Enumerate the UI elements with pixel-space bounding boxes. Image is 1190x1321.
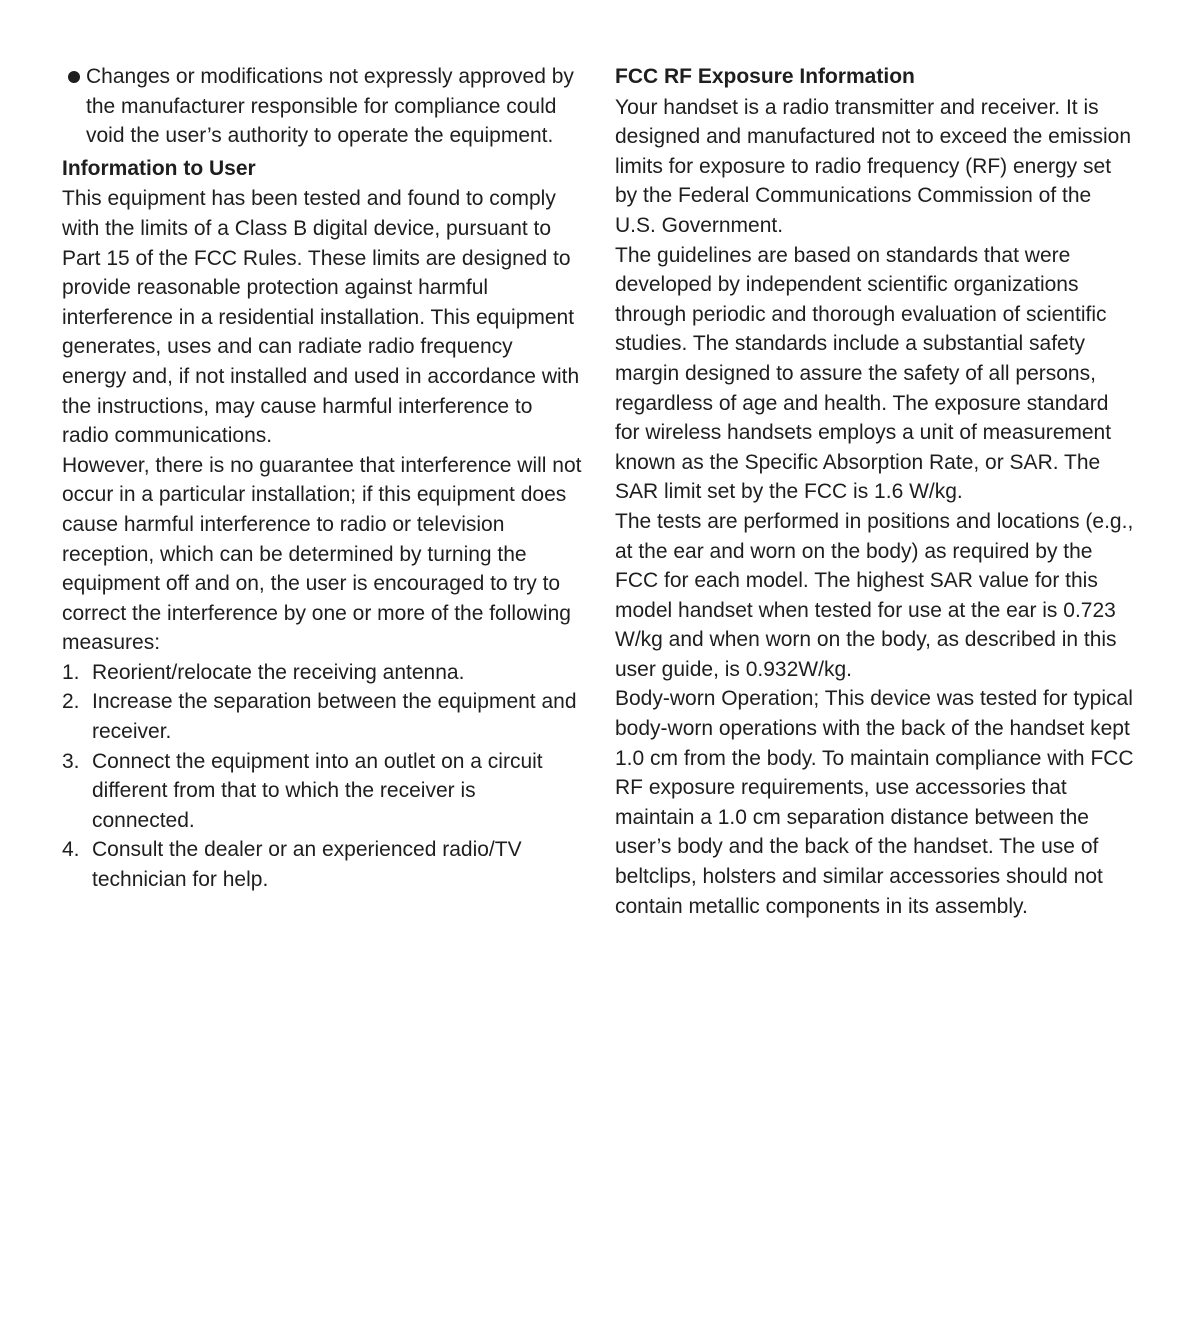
rf-exposure-heading: FCC RF Exposure Information [615, 65, 915, 88]
list-item [62, 658, 582, 688]
information-paragraph-2: However, there is no guarantee that interference will not occur in a particular installation; if this equipment does cause harmful interference to radio or television reception, which can be determined by turning the equipment off and on, the user is encouraged to try to correct the interference by one or more of the following measures: [62, 453, 582, 655]
list-item-number: 4. [62, 838, 80, 862]
list-item-text: Connect the equipment into an outlet on a circuit different from that to which the receiver is connected. [92, 749, 543, 832]
modifications-text: Changes or modifications not expressly approved by the manufacturer responsible for compliance could void the user’s authority to operate the equipment. [86, 65, 574, 148]
rf-paragraph-3: The tests are performed in positions and locations (e.g., at the ear and worn on the body) as required by the FCC for each model. The highest SAR value for this model handset when tested for use at the ear is 0.723 W/kg and when worn on the body, as described in this user guide, is 0.932W/kg. [615, 509, 1134, 681]
list-item-number: 3. [62, 749, 80, 773]
rf-paragraph-2: The guidelines are based on standards that were developed by independent scientific organizations through periodic and thorough evaluation of scientific studies. The standards include a substantial safety margin designed to assure the safety of all persons, regardless of age and health. The exposure standard for wireless handsets employs a unit of measurement known as the Specific Absorption Rate, or SAR. The SAR limit set by the FCC is 1.6 W/kg. [615, 243, 1112, 504]
measures-list [62, 658, 582, 895]
rf-paragraph-1: Your handset is a radio transmitter and receiver. It is designed and manufactured not to exceed the emission limits for exposure to radio frequency (RF) energy set by the Federal Communications Commission of the U.S. Government. [615, 95, 1132, 237]
modifications-notice [62, 62, 582, 151]
list-item-number: 2. [62, 690, 80, 714]
list-item-text: Increase the separation between the equipment and receiver. [92, 690, 577, 744]
bullet-icon [62, 62, 86, 83]
information-to-user-heading: Information to User [62, 156, 256, 180]
rf-paragraph-4: Body-worn Operation; This device was tested for typical body-worn operations with the back of the handset kept 1.0 cm from the body. To maintain compliance with FCC RF exposure requirements, use accessories that maintain a 1.0 cm separation distance between the user’s body and the back of the handset. The use of beltclips, holsters and similar accessories should not contain metallic components in its assembly. [615, 687, 1134, 918]
list-item-text: Reorient/relocate the receiving antenna. [92, 660, 465, 684]
list-item-number: 1. [62, 660, 80, 684]
list-item [62, 835, 582, 894]
information-paragraph-1: This equipment has been tested and found to comply with the limits of a Class B digital device, pursuant to Part 15 of the FCC Rules. These limits are designed to provide reasonable protection against harmful interference in a residential installation. This equipment generates, uses and can radiate radio frequency energy and, if not installed and used in accordance with the instructions, may cause harmful interference to radio communications. [62, 187, 580, 448]
list-item [62, 687, 582, 746]
list-item-text: Consult the dealer or an experienced radio/TV technician for help. [92, 838, 522, 892]
left-column [62, 62, 582, 895]
list-item [62, 747, 582, 836]
right-column [615, 62, 1135, 921]
